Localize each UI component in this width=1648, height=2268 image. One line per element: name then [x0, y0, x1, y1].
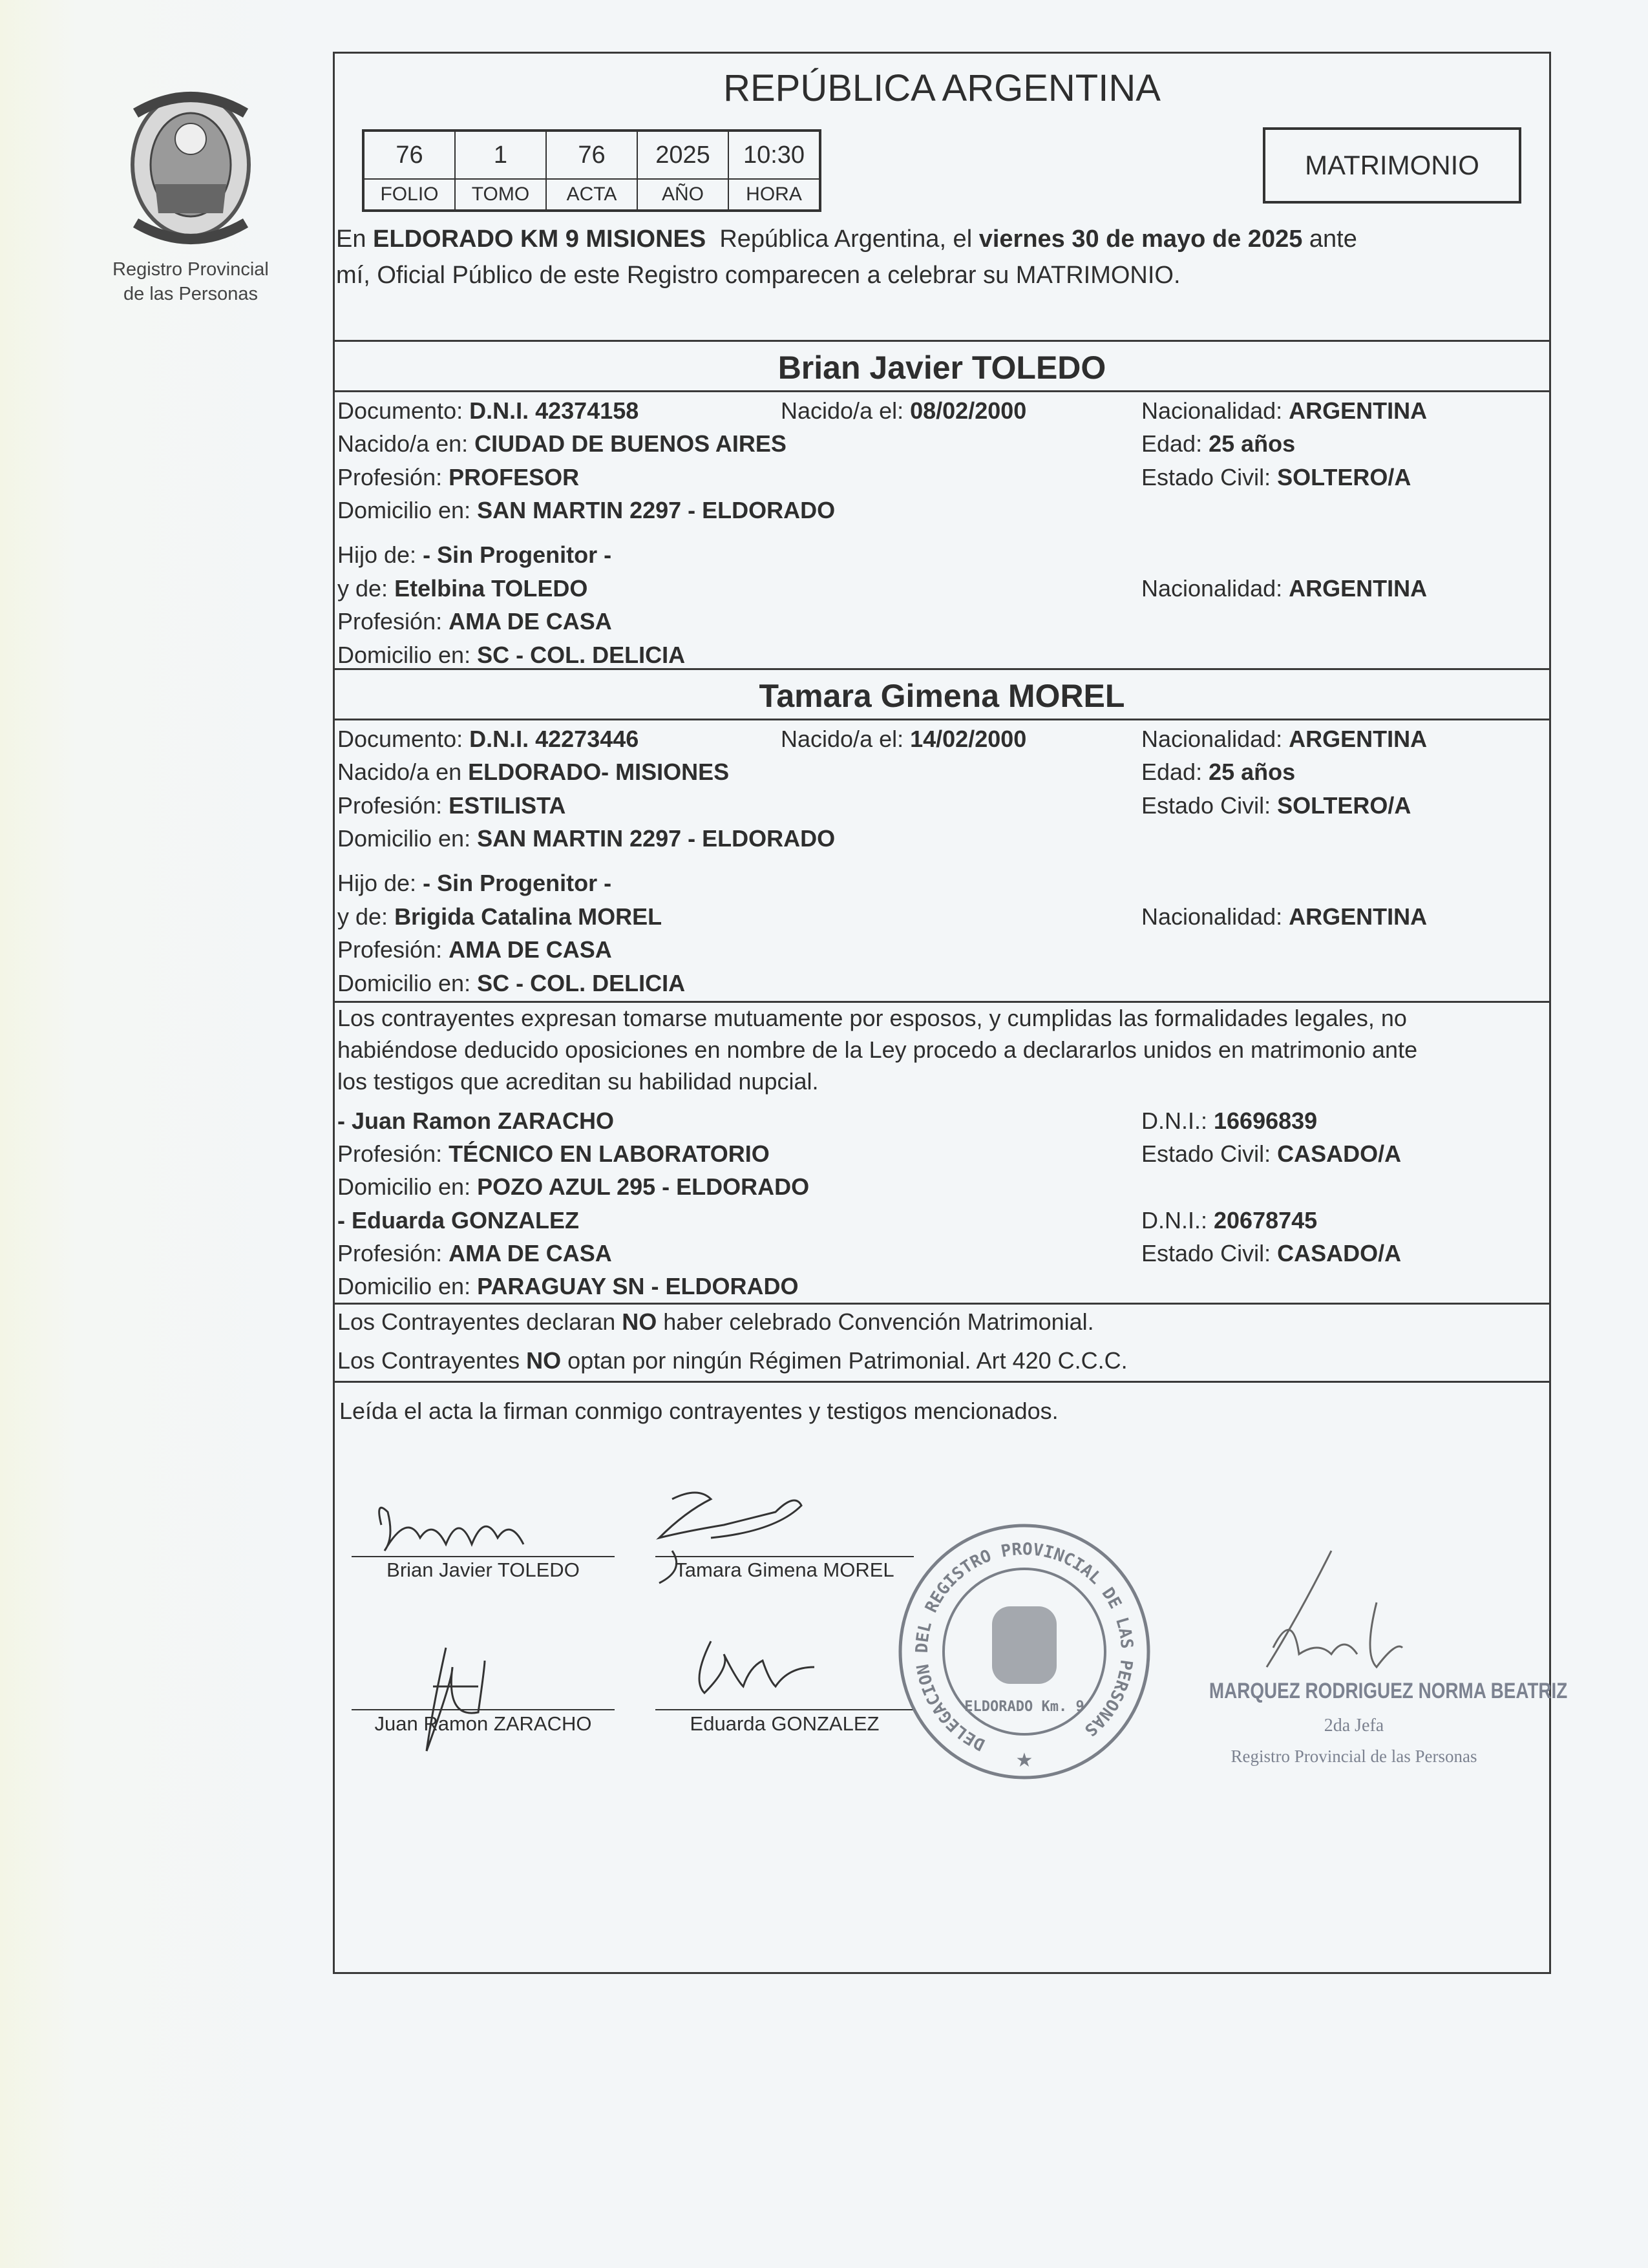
nacido-el: Nacido/a el: 08/02/2000 — [781, 397, 1027, 424]
nacionalidad: Nacionalidad: ARGENTINA — [1141, 726, 1428, 752]
nacido-el: Nacido/a el: 14/02/2000 — [781, 726, 1027, 752]
estado-civil: Estado Civil: SOLTERO/A — [1141, 464, 1411, 490]
seal-emblem-icon — [992, 1606, 1057, 1684]
logo-line2: de las Personas — [123, 284, 258, 304]
act-type-box: MATRIMONIO — [1263, 127, 1521, 204]
profesion: Profesión: PROFESOR — [337, 464, 580, 490]
profesion: Profesión: ESTILISTA — [337, 792, 566, 819]
page-title: REPÚBLICA ARGENTINA — [723, 67, 1161, 109]
folio-label: FOLIO — [363, 179, 455, 211]
witness-profesion: Profesión: TÉCNICO EN LABORATORIO — [337, 1140, 770, 1167]
declaration-line3: los testigos que acreditan su habilidad nupcial. — [337, 1068, 819, 1095]
documento: Documento: D.N.I. 42374158 — [337, 397, 639, 424]
official-office: Registro Provincial de las Personas — [1231, 1747, 1477, 1766]
witness-domicilio: Domicilio en: POZO AZUL 295 - ELDORADO — [337, 1173, 810, 1200]
hijo-de: Hijo de: - Sin Progenitor - — [337, 870, 612, 896]
convencion-line2: Los Contrayentes NO optan por ningún Régimen Patrimonial. Art 420 C.C.C. — [337, 1347, 1128, 1374]
acta-value: 76 — [546, 131, 637, 179]
logo-line1: Registro Provincial — [112, 259, 269, 280]
progenitor-nacionalidad: Nacionalidad: ARGENTINA — [1141, 903, 1428, 930]
misiones-coat-of-arms-icon — [116, 87, 265, 249]
official-title: 2da Jefa — [1324, 1716, 1384, 1736]
witness-profesion: Profesión: AMA DE CASA — [337, 1240, 612, 1266]
hijo-de: Hijo de: - Sin Progenitor - — [337, 541, 612, 568]
signature-label-3: Juan Ramon ZARACHO — [374, 1712, 592, 1735]
contrayente-name: Tamara Gimena MOREL — [759, 678, 1125, 714]
documento: Documento: D.N.I. 42273446 — [337, 726, 639, 752]
convencion-line1: Los Contrayentes declaran NO haber celebrado Convención Matrimonial. — [337, 1308, 1094, 1335]
signature-label-4: Eduarda GONZALEZ — [690, 1712, 880, 1735]
declaration-line1: Los contrayentes expresan tomarse mutuamente por esposos, y cumplidas las formalidades legales, no — [337, 1005, 1407, 1031]
nacido-en: Nacido/a en ELDORADO- MISIONES — [337, 759, 730, 785]
witness-name: - Juan Ramon ZARACHO — [337, 1108, 615, 1134]
progenitor-domicilio: Domicilio en: SC - COL. DELICIA — [337, 642, 686, 668]
official-seal — [895, 1522, 1154, 1781]
registry-table — [362, 129, 821, 212]
witness-dni: D.N.I.: 16696839 — [1141, 1108, 1318, 1134]
hora-value: 10:30 — [728, 131, 820, 179]
estado-civil: Estado Civil: SOLTERO/A — [1141, 792, 1411, 819]
witness-dni: D.N.I.: 20678745 — [1141, 1207, 1318, 1234]
contrayente-name: Brian Javier TOLEDO — [777, 350, 1106, 386]
domicilio: Domicilio en: SAN MARTIN 2297 - ELDORADO — [337, 497, 836, 523]
progenitor-domicilio: Domicilio en: SC - COL. DELICIA — [337, 970, 686, 996]
tomo-label: TOMO — [455, 179, 546, 211]
nacionalidad: Nacionalidad: ARGENTINA — [1141, 397, 1428, 424]
folio-value: 76 — [363, 131, 455, 179]
witness-name: - Eduarda GONZALEZ — [337, 1207, 580, 1234]
y-de: y de: Etelbina TOLEDO — [337, 575, 588, 602]
signature-label-2: Tamara Gimena MOREL — [675, 1559, 894, 1581]
progenitor-profesion: Profesión: AMA DE CASA — [337, 608, 612, 635]
witness-domicilio: Domicilio en: PARAGUAY SN - ELDORADO — [337, 1273, 799, 1299]
closing-text: Leída el acta la firman conmigo contrayentes y testigos mencionados. — [339, 1398, 1059, 1424]
progenitor-profesion: Profesión: AMA DE CASA — [337, 936, 612, 963]
declaration-line2: habiéndose deducido oposiciones en nombre de la Ley procedo a declararlos unidos en matrimonio ante — [337, 1036, 1418, 1063]
tomo-value: 1 — [455, 131, 546, 179]
intro-line1: En ELDORADO KM 9 MISIONES República Argentina, el viernes 30 de mayo de 2025 ante — [336, 226, 1357, 253]
intro-line2: mí, Oficial Público de este Registro comparecen a celebrar su MATRIMONIO. — [336, 262, 1181, 289]
star-icon: ★ — [1015, 1750, 1033, 1771]
witness-estado-civil: Estado Civil: CASADO/A — [1141, 1240, 1402, 1266]
progenitor-nacionalidad: Nacionalidad: ARGENTINA — [1141, 575, 1428, 602]
witness-estado-civil: Estado Civil: CASADO/A — [1141, 1140, 1402, 1167]
domicilio: Domicilio en: SAN MARTIN 2297 - ELDORADO — [337, 825, 836, 852]
y-de: y de: Brigida Catalina MOREL — [337, 903, 662, 930]
anio-value: 2025 — [637, 131, 728, 179]
official-name: MARQUEZ RODRIGUEZ NORMA BEATRIZ — [1209, 1679, 1568, 1703]
seal-inner-text: ELDORADO Km. 9 — [964, 1699, 1084, 1715]
acta-label: ACTA — [546, 179, 637, 211]
signature-label-1: Brian Javier TOLEDO — [386, 1559, 580, 1581]
provincial-logo — [116, 87, 265, 249]
anio-label: AÑO — [637, 179, 728, 211]
nacido-en: Nacido/a en: CIUDAD DE BUENOS AIRES — [337, 430, 787, 457]
edad: Edad: 25 años — [1141, 430, 1296, 457]
hora-label: HORA — [728, 179, 820, 211]
edad: Edad: 25 años — [1141, 759, 1296, 785]
seal-outer-text: DELEGACION DEL REGISTRO PROVINCIAL DE LAS PERSONAS — [912, 1539, 1137, 1754]
